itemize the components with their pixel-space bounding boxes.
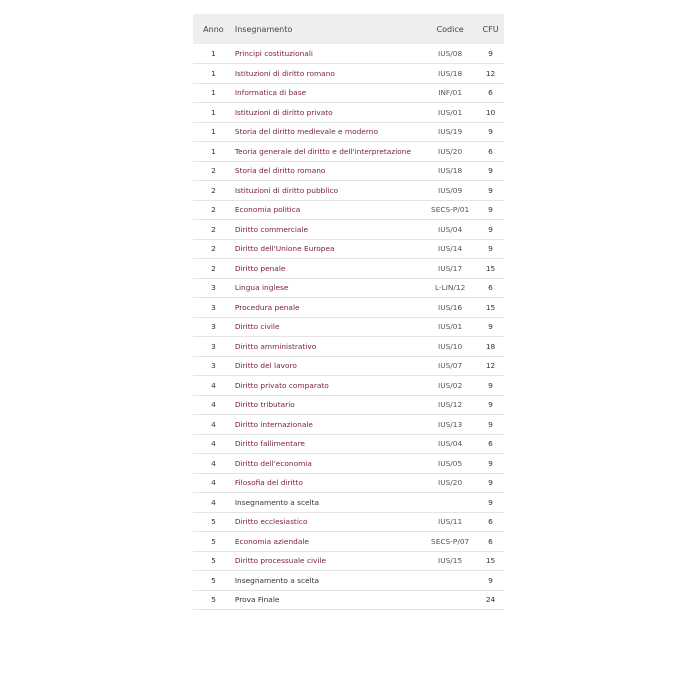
cell-codice: IUS/02: [438, 380, 463, 390]
table-row: [193, 551, 504, 571]
cell-insegnamento: [234, 415, 423, 435]
course-link[interactable]: Diritto dell'Unione Europea: [234, 244, 335, 254]
cell-anno: 4: [211, 419, 216, 429]
course-link[interactable]: Lingua inglese: [234, 283, 289, 293]
cell-cfu: 18: [485, 341, 496, 351]
table-row: [193, 161, 504, 181]
course-label: Prova Finale: [234, 595, 280, 605]
course-link[interactable]: Diritto amministrativo: [234, 341, 317, 351]
cell-anno: 3: [211, 322, 216, 332]
course-link[interactable]: Procedura penale: [234, 302, 300, 312]
cell-codice: IUS/18: [438, 68, 463, 78]
cell-anno: 3: [211, 302, 216, 312]
cell-insegnamento: [234, 376, 423, 396]
cell-insegnamento: [234, 532, 423, 552]
cell-anno: 4: [211, 400, 216, 410]
cell-codice: IUS/20: [438, 146, 463, 156]
cell-insegnamento: [234, 200, 423, 220]
cell-anno: 5: [211, 536, 216, 546]
table-row: [193, 376, 504, 396]
cell-codice: IUS/04: [438, 439, 463, 449]
course-link[interactable]: Diritto penale: [234, 263, 286, 273]
cell-cfu: 9: [488, 244, 493, 254]
cell-codice: [423, 590, 477, 610]
course-link[interactable]: Diritto internazionale: [234, 419, 313, 429]
cell-codice: IUS/14: [438, 244, 463, 254]
course-link[interactable]: Diritto fallimentare: [234, 439, 305, 449]
cell-cfu: 15: [485, 302, 496, 312]
cell-anno: 1: [211, 88, 216, 98]
table-row: [193, 454, 504, 474]
cell-insegnamento: [234, 590, 423, 610]
table-row: [193, 298, 504, 318]
cell-anno: 5: [211, 595, 216, 605]
table-row: [193, 317, 504, 337]
cell-anno: 4: [211, 380, 216, 390]
table-row: [193, 83, 504, 103]
course-link[interactable]: Teoria generale del diritto e dell'interpretazione: [234, 146, 412, 156]
cell-codice: IUS/10: [438, 341, 463, 351]
study-plan-table: [193, 14, 504, 610]
cell-cfu: 9: [488, 49, 493, 58]
cell-insegnamento: [234, 220, 423, 240]
cell-anno: 5: [211, 517, 216, 527]
table-row: [193, 220, 504, 240]
cell-anno: 2: [211, 224, 216, 234]
cell-anno: 2: [211, 205, 216, 215]
cell-anno: 3: [211, 361, 216, 371]
cell-insegnamento: [234, 122, 423, 142]
table-row: [193, 239, 504, 259]
cell-cfu: 12: [485, 68, 496, 78]
table-row: [193, 181, 504, 201]
cell-insegnamento: [234, 512, 423, 532]
cell-insegnamento: [234, 317, 423, 337]
course-link[interactable]: Diritto dell'economia: [234, 458, 312, 468]
cell-cfu: 6: [488, 88, 493, 98]
course-link[interactable]: Diritto del lavoro: [234, 361, 297, 371]
cell-insegnamento: [234, 161, 423, 181]
table-row: [193, 259, 504, 279]
cell-insegnamento: [234, 454, 423, 474]
cell-codice: IUS/04: [438, 224, 463, 234]
cell-anno: 2: [211, 185, 216, 195]
cell-cfu: 9: [488, 127, 493, 137]
column-header-insegnamento: Insegnamento: [234, 24, 293, 34]
table-row: [193, 142, 504, 162]
course-link[interactable]: Economia politica: [234, 205, 301, 215]
cell-codice: [423, 493, 477, 513]
cell-cfu: 15: [485, 556, 496, 566]
cell-codice: INF/01: [438, 88, 463, 98]
course-link[interactable]: Istituzioni di diritto romano: [234, 68, 335, 78]
cell-codice: IUS/13: [438, 419, 463, 429]
cell-insegnamento: [234, 64, 423, 84]
table-row: [193, 356, 504, 376]
cell-insegnamento: [234, 259, 423, 279]
cell-insegnamento: [234, 298, 423, 318]
cell-insegnamento: [234, 239, 423, 259]
cell-codice: IUS/08: [438, 49, 463, 58]
cell-cfu: 9: [488, 419, 493, 429]
table-row: [193, 103, 504, 123]
course-link[interactable]: Economia aziendale: [234, 536, 309, 546]
table-row: [193, 122, 504, 142]
cell-cfu: 9: [488, 458, 493, 468]
cell-cfu: 10: [485, 107, 496, 117]
course-link[interactable]: Filosofia del diritto: [234, 478, 303, 488]
cell-codice: IUS/01: [438, 322, 463, 332]
cell-anno: 3: [211, 341, 216, 351]
table-body: [193, 44, 504, 610]
table-row: [193, 434, 504, 454]
course-label: Insegnamento a scelta: [234, 497, 320, 507]
cell-anno: 4: [211, 458, 216, 468]
table-row: [193, 395, 504, 415]
course-label: Insegnamento a scelta: [234, 575, 320, 585]
course-link[interactable]: Diritto tributario: [234, 400, 295, 410]
table-row: [193, 278, 504, 298]
table-row: [193, 532, 504, 552]
cell-cfu: 24: [485, 595, 496, 605]
cell-anno: 1: [211, 68, 216, 78]
course-link[interactable]: Diritto commerciale: [234, 224, 309, 234]
table-row: [193, 493, 504, 513]
cell-insegnamento: [234, 44, 423, 64]
table-header: [193, 14, 504, 44]
course-link[interactable]: Storia del diritto romano: [234, 166, 326, 176]
cell-codice: SECS-P/01: [431, 205, 470, 215]
cell-cfu: 12: [485, 361, 496, 371]
cell-anno: 5: [211, 575, 216, 585]
cell-anno: 4: [211, 478, 216, 488]
course-link[interactable]: Diritto privato comparato: [234, 380, 329, 390]
column-header-codice: Codice: [436, 24, 464, 34]
table-row: [193, 64, 504, 84]
cell-insegnamento: [234, 103, 423, 123]
cell-insegnamento: [234, 83, 423, 103]
table-row: [193, 571, 504, 591]
cell-codice: IUS/09: [438, 185, 463, 195]
cell-insegnamento: [234, 473, 423, 493]
cell-codice: IUS/17: [438, 263, 463, 273]
cell-cfu: 6: [488, 517, 493, 527]
cell-cfu: 9: [488, 322, 493, 332]
cell-anno: 1: [211, 49, 216, 58]
cell-codice: IUS/16: [438, 302, 463, 312]
cell-codice: IUS/18: [438, 166, 463, 176]
cell-cfu: 9: [488, 185, 493, 195]
table-row: [193, 44, 504, 64]
cell-cfu: 9: [488, 380, 493, 390]
cell-insegnamento: [234, 337, 423, 357]
table-row: [193, 590, 504, 610]
table-row: [193, 473, 504, 493]
course-link[interactable]: Principi costituzionali: [234, 49, 313, 58]
cell-anno: 5: [211, 556, 216, 566]
cell-cfu: 9: [488, 205, 493, 215]
cell-anno: 2: [211, 263, 216, 273]
table-row: [193, 415, 504, 435]
cell-cfu: 9: [488, 400, 493, 410]
column-header-cfu: CFU: [482, 24, 499, 34]
course-link[interactable]: Informatica di base: [234, 88, 307, 98]
cell-anno: 4: [211, 497, 216, 507]
cell-insegnamento: [234, 395, 423, 415]
cell-insegnamento: [234, 571, 423, 591]
cell-insegnamento: [234, 551, 423, 571]
cell-codice: IUS/20: [438, 478, 463, 488]
cell-codice: [423, 571, 477, 591]
cell-codice: L-LIN/12: [434, 283, 466, 293]
cell-cfu: 9: [488, 166, 493, 176]
cell-insegnamento: [234, 181, 423, 201]
cell-anno: 1: [211, 127, 216, 137]
cell-codice: IUS/01: [438, 107, 463, 117]
course-link[interactable]: Storia del diritto medievale e moderno: [234, 127, 378, 137]
cell-codice: IUS/15: [438, 556, 463, 566]
cell-codice: IUS/07: [438, 361, 463, 371]
course-link[interactable]: Istituzioni di diritto privato: [234, 107, 333, 117]
cell-cfu: 9: [488, 224, 493, 234]
course-link[interactable]: Diritto civile: [234, 322, 280, 332]
column-header-anno: Anno: [203, 24, 224, 34]
cell-codice: IUS/05: [438, 458, 463, 468]
cell-codice: IUS/19: [438, 127, 463, 137]
cell-cfu: 9: [488, 575, 493, 585]
course-link[interactable]: Diritto processuale civile: [234, 556, 327, 566]
cell-insegnamento: [234, 142, 423, 162]
cell-anno: 4: [211, 439, 216, 449]
cell-cfu: 6: [488, 536, 493, 546]
cell-cfu: 9: [488, 478, 493, 488]
table-row: [193, 200, 504, 220]
cell-anno: 3: [211, 283, 216, 293]
course-link[interactable]: Diritto ecclesiastico: [234, 517, 308, 527]
cell-insegnamento: [234, 493, 423, 513]
table-header-row: [193, 14, 504, 44]
cell-cfu: 9: [488, 497, 493, 507]
cell-cfu: 6: [488, 439, 493, 449]
cell-anno: 1: [211, 107, 216, 117]
cell-cfu: 6: [488, 146, 493, 156]
table-row: [193, 337, 504, 357]
cell-cfu: 15: [485, 263, 496, 273]
cell-codice: SECS-P/07: [431, 536, 470, 546]
cell-anno: 2: [211, 166, 216, 176]
cell-anno: 2: [211, 244, 216, 254]
table-row: [193, 512, 504, 532]
cell-insegnamento: [234, 434, 423, 454]
cell-insegnamento: [234, 278, 423, 298]
cell-cfu: 6: [488, 283, 493, 293]
cell-insegnamento: [234, 356, 423, 376]
course-link[interactable]: Istituzioni di diritto pubblico: [234, 185, 339, 195]
cell-codice: IUS/12: [438, 400, 463, 410]
cell-anno: 1: [211, 146, 216, 156]
cell-codice: IUS/11: [438, 517, 463, 527]
